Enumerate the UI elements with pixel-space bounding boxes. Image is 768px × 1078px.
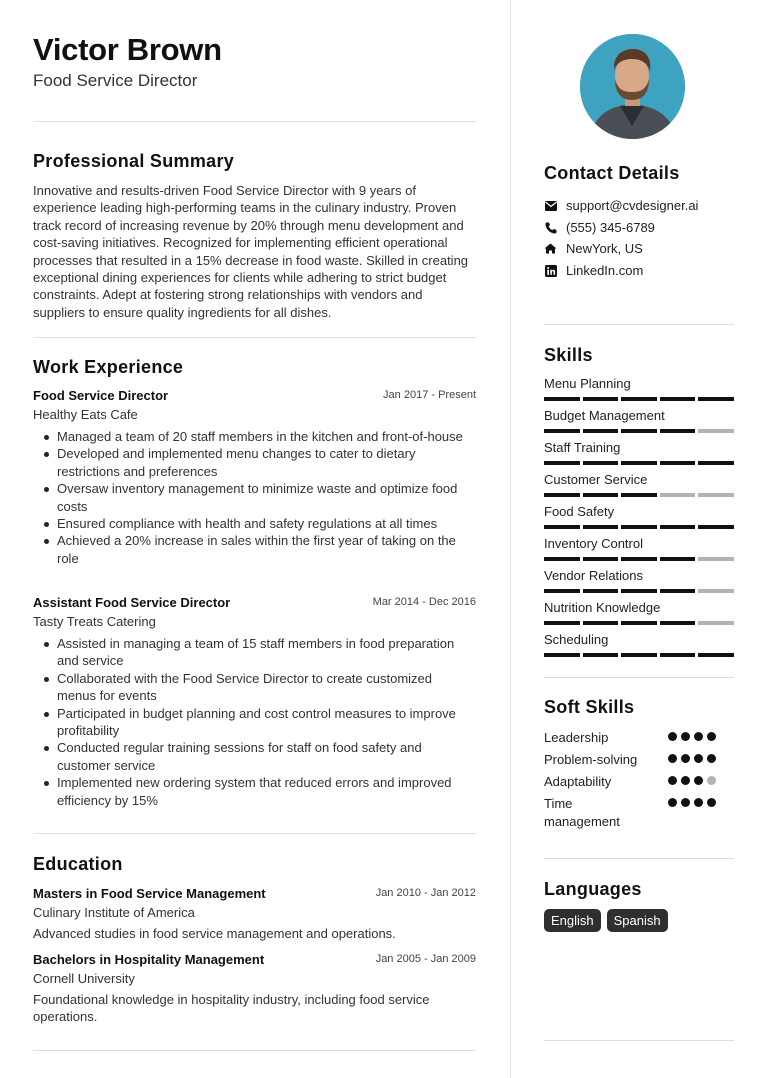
job-company: Healthy Eats Cafe <box>33 407 138 422</box>
soft-skill-item <box>544 773 734 791</box>
soft-skill-item <box>544 795 734 831</box>
skills-divider <box>544 677 734 678</box>
skill-level-segment <box>621 589 657 593</box>
bullet-item: Achieved a 20% increase in sales within the first year of taking on the role <box>33 532 473 567</box>
skill-level-bar <box>544 557 734 561</box>
skill-level-segment <box>660 493 696 497</box>
skill-level-segment <box>583 525 619 529</box>
skill-level-bar <box>544 429 734 433</box>
header-divider <box>33 121 476 122</box>
language-tag: English <box>544 909 601 932</box>
education-divider <box>33 1050 476 1051</box>
rating-dot <box>694 754 703 763</box>
skill-level-segment <box>660 557 696 561</box>
skill-level-segment <box>660 589 696 593</box>
rating-dot <box>668 776 677 785</box>
summary-heading: Professional Summary <box>33 151 235 171</box>
skill-level-segment <box>698 557 734 561</box>
skill-level-segment <box>583 397 619 401</box>
rating-dot <box>668 732 677 741</box>
soft-skills-heading: Soft Skills <box>544 697 635 717</box>
skill-name: Nutrition Knowledge <box>544 600 661 615</box>
profile-photo-icon <box>580 34 685 139</box>
contact-linkedin[interactable] <box>544 263 643 278</box>
skill-level-segment <box>544 557 580 561</box>
bullet-item: Collaborated with the Food Service Director to create customized menus for events <box>33 670 473 705</box>
skill-item <box>544 536 734 561</box>
skill-level-segment <box>660 525 696 529</box>
skill-level-segment <box>621 525 657 529</box>
bullet-item: Managed a team of 20 staff members in the kitchen and front-of-house <box>33 428 473 445</box>
rating-dot <box>707 776 716 785</box>
skill-level-segment <box>544 589 580 593</box>
school-name: Cornell University <box>33 971 135 986</box>
soft-skill-item <box>544 729 734 747</box>
skill-level-bar <box>544 589 734 593</box>
skill-name: Customer Service <box>544 472 648 487</box>
skill-item <box>544 632 734 657</box>
contact-divider <box>544 324 734 325</box>
job-entry <box>33 595 476 809</box>
education-heading: Education <box>33 854 123 874</box>
job-company: Tasty Treats Catering <box>33 614 156 629</box>
skill-name: Inventory Control <box>544 536 643 551</box>
rating-dot <box>694 776 703 785</box>
summary-divider <box>33 337 476 338</box>
skill-name: Vendor Relations <box>544 568 644 583</box>
avatar <box>580 34 685 139</box>
column-divider <box>510 0 511 1078</box>
skill-level-segment <box>621 429 657 433</box>
rating-dot <box>694 798 703 807</box>
skill-level-bar <box>544 525 734 529</box>
skill-name: Staff Training <box>544 440 621 455</box>
skill-name: Scheduling <box>544 632 609 647</box>
skill-level-segment <box>621 557 657 561</box>
skill-level-segment <box>544 461 580 465</box>
skill-item <box>544 504 734 529</box>
rating-dot <box>681 776 690 785</box>
job-title: Food Service Director <box>33 388 169 403</box>
skill-level-segment <box>698 525 734 529</box>
skill-level-segment <box>544 493 580 497</box>
contact-text: NewYork, US <box>566 241 643 256</box>
job-date: Jan 2017 - Present <box>383 389 476 401</box>
education-date: Jan 2005 - Jan 2009 <box>375 953 476 965</box>
skill-item <box>544 440 734 465</box>
skill-level-segment <box>660 461 696 465</box>
skill-level-segment <box>621 397 657 401</box>
soft-skill-rating <box>668 754 724 763</box>
education-entry <box>33 952 476 1026</box>
soft-skills-divider <box>544 858 734 859</box>
contact-text: (555) 345-6789 <box>566 220 655 235</box>
contact-phone[interactable] <box>544 220 655 235</box>
summary-text: Innovative and results-driven Food Service Director with 9 years of experience leading high-performing teams in the culinary industry. Proven track record of increasing revenue by 20% through menu development and cost-saving initiatives. Recognized for implementing efficient operational processes that resulted in a 15% decrease in food waste. Skilled in creating exceptional dining experiences for clients while adhering to strict budget constraints. Adept at fostering strong relationships with vendors and suppliers to ensure quality ingredients for all dishes. <box>33 183 469 320</box>
skill-name: Budget Management <box>544 408 665 423</box>
bullet-item: Oversaw inventory management to minimize waste and optimize food costs <box>33 480 473 515</box>
job-bullets <box>33 428 476 567</box>
contact-email[interactable] <box>544 198 698 213</box>
skill-level-bar <box>544 493 734 497</box>
skill-level-segment <box>698 653 734 657</box>
candidate-name: Victor Brown <box>33 32 222 67</box>
soft-skill-name: Leadership <box>544 730 609 745</box>
skill-item <box>544 568 734 593</box>
rating-dot <box>668 754 677 763</box>
skill-item <box>544 600 734 625</box>
skill-item <box>544 376 734 401</box>
school-name: Culinary Institute of America <box>33 905 195 920</box>
skill-level-segment <box>544 397 580 401</box>
candidate-role: Food Service Director <box>33 71 198 90</box>
skill-level-bar <box>544 397 734 401</box>
experience-divider <box>33 833 476 834</box>
skill-level-segment <box>621 653 657 657</box>
education-description: Foundational knowledge in hospitality industry, including food service operations. <box>33 992 430 1025</box>
skill-level-segment <box>698 621 734 625</box>
skill-level-segment <box>544 525 580 529</box>
skill-level-segment <box>660 429 696 433</box>
bullet-item: Assisted in managing a team of 15 staff members in food preparation and service <box>33 635 473 670</box>
contact-text: support@cvdesigner.ai <box>566 198 699 213</box>
skill-level-bar <box>544 653 734 657</box>
skill-level-segment <box>698 429 734 433</box>
linkedin-icon <box>544 264 557 277</box>
rating-dot <box>694 732 703 741</box>
skill-level-segment <box>660 653 696 657</box>
language-tag: Spanish <box>607 909 668 932</box>
rating-dot <box>707 798 716 807</box>
skill-level-segment <box>698 461 734 465</box>
degree-title: Masters in Food Service Management <box>33 886 266 901</box>
job-date: Mar 2014 - Dec 2016 <box>372 596 476 608</box>
job-title: Assistant Food Service Director <box>33 595 231 610</box>
education-date: Jan 2010 - Jan 2012 <box>375 887 476 899</box>
bullet-item: Ensured compliance with health and safety regulations at all times <box>33 515 473 532</box>
contact-heading: Contact Details <box>544 163 680 183</box>
skill-level-segment <box>583 493 619 497</box>
skill-level-segment <box>583 589 619 593</box>
skill-level-segment <box>544 653 580 657</box>
soft-skill-rating <box>668 732 724 741</box>
bullet-item: Conducted regular training sessions for staff on food safety and customer service <box>33 739 473 774</box>
job-entry <box>33 388 476 567</box>
skill-level-segment <box>660 621 696 625</box>
soft-skill-name: Adaptability <box>544 774 612 789</box>
languages-divider <box>544 1040 734 1041</box>
skill-level-segment <box>660 397 696 401</box>
rating-dot <box>681 754 690 763</box>
education-description: Advanced studies in food service management and operations. <box>33 926 396 941</box>
languages-list <box>544 909 668 932</box>
rating-dot <box>681 798 690 807</box>
contact-text: LinkedIn.com <box>566 263 644 278</box>
job-bullets <box>33 635 476 809</box>
skill-level-bar <box>544 461 734 465</box>
skill-level-segment <box>544 429 580 433</box>
languages-heading: Languages <box>544 879 642 899</box>
skill-level-segment <box>583 653 619 657</box>
skill-level-segment <box>621 621 657 625</box>
education-entry <box>33 886 476 942</box>
soft-skill-rating <box>668 776 724 785</box>
soft-skill-item <box>544 751 734 769</box>
rating-dot <box>681 732 690 741</box>
skill-level-segment <box>698 493 734 497</box>
phone-icon <box>544 221 557 234</box>
degree-title: Bachelors in Hospitality Management <box>33 952 265 967</box>
rating-dot <box>668 798 677 807</box>
skill-level-segment <box>698 397 734 401</box>
experience-heading: Work Experience <box>33 357 184 377</box>
skill-level-segment <box>698 589 734 593</box>
skill-level-segment <box>621 493 657 497</box>
rating-dot <box>707 754 716 763</box>
skill-name: Menu Planning <box>544 376 631 391</box>
skill-level-segment <box>583 557 619 561</box>
home-icon <box>544 242 557 255</box>
bullet-item: Implemented new ordering system that reduced errors and improved efficiency by 15% <box>33 774 473 809</box>
bullet-item: Developed and implemented menu changes to cater to dietary restrictions and preferences <box>33 445 473 480</box>
skill-level-segment <box>621 461 657 465</box>
skill-level-bar <box>544 621 734 625</box>
skills-heading: Skills <box>544 345 593 365</box>
soft-skill-name: Problem-solving <box>544 752 638 767</box>
bullet-item: Participated in budget planning and cost control measures to improve profitability <box>33 705 473 740</box>
skill-level-segment <box>544 621 580 625</box>
rating-dot <box>707 732 716 741</box>
soft-skill-name: Time management <box>544 796 620 829</box>
skill-level-segment <box>583 429 619 433</box>
skill-level-segment <box>583 621 619 625</box>
contact-location <box>544 241 643 256</box>
soft-skill-rating <box>668 798 724 807</box>
skill-item <box>544 472 734 497</box>
skill-level-segment <box>583 461 619 465</box>
skill-item <box>544 408 734 433</box>
envelope-icon <box>544 199 557 212</box>
skill-name: Food Safety <box>544 504 615 519</box>
